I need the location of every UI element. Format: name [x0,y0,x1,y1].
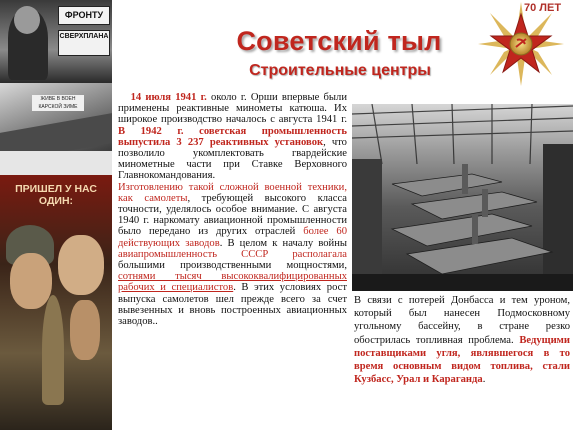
paragraph-aviation [118,182,347,328]
victory-70-emblem [470,0,573,88]
worker-woman-face [58,235,104,295]
main-text-block [118,92,347,427]
sign-frontu: ФРОНТУ [58,6,110,25]
date-highlight: 14 июля 1941 г. [130,92,207,103]
photo-propaganda-poster [0,175,112,430]
paragraph-katyusha [118,92,347,182]
highlight-fragment: более 60 действующих заводов [118,226,347,249]
soldier-face [10,253,52,309]
snow-ground [0,151,112,175]
text-fragment: , что позволило укомплектовать гвардейские минометные части при Ставке Верховного Главнокомандования. [118,136,347,182]
highlight-fragment: В 1942 г. советская промышленность выпустила 3 237 реактивных установок [118,125,347,148]
photo-workers-banner [0,0,112,83]
artillery-shell [42,295,64,405]
worker-head [14,6,40,34]
text-fragment: большими производственными мощностями, [118,260,347,272]
fuel-text-block [354,294,570,427]
sign-sverkhplana: СВЕРХПЛАНА [58,30,110,56]
text-fragment: . В этих условиях рост выпуска самолетов шел прежде всего за счет вывезенных и вновь построенных авиационных заводов.. [118,282,347,328]
slide-title: Советский тыл [236,26,442,56]
slide-subtitle: Строительные центры [249,62,431,79]
hand [70,300,100,360]
text-fragment: В связи с потерей Донбасса и тем уроном, который был нанесен Подмосковному угольному бассейну, в стране резко обострилась топливная проблема. [354,295,570,346]
highlight-fragment: сотнями тысяч высококвалифицированных рабочих и специалистов [118,271,347,294]
poster-title: ПРИШЕЛ У НАС ОДИН: [15,183,97,207]
highlight-fragment: авиапромышленность СССР располагала [118,248,347,260]
emblem-label: 70 ЛЕТ [524,2,562,14]
winter-banner: ЖИВЕ В ВОЕН КАРСКОЙ ЗИМЕ [32,95,84,111]
text-fragment: . В целом к началу войны [219,237,347,249]
highlight-fragment: Изготовлению такой сложной военной техники, как самолеты [118,181,347,204]
highlight-fragment: Ведущими поставщиками угля, являвшегося в то время основным видом топлива, стали Кузбасс, Урал и Караганда [354,334,570,386]
photo-collage [0,0,112,430]
text-fragment: . [482,374,486,386]
text-fragment: около г. Орши впервые были применены реактивные минометы катюша. Их широкое производство началось с августа 1941 г. [118,92,347,126]
factory-hall-illustration [352,104,573,291]
photo-aircraft-factory [352,104,573,291]
text-fragment: , требующей высокого класса точности, уделялось особое внимание. С августа 1940 г. наркомату авиационной промышленности было передано из других отраслей [118,192,347,238]
photo-winter-building [0,83,112,175]
